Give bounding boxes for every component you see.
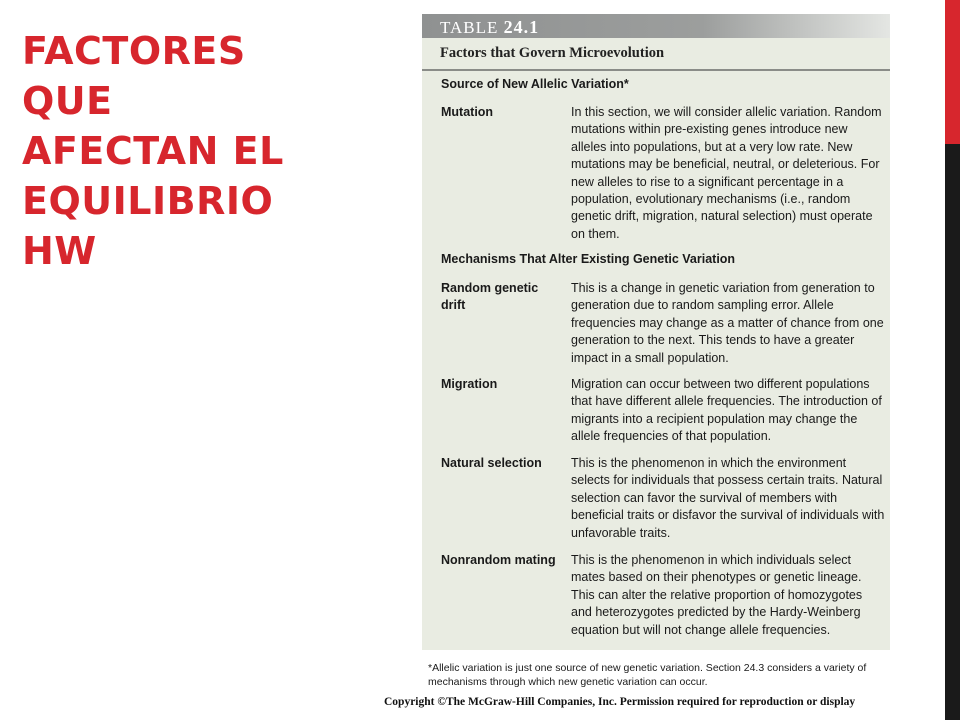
row-description: Migration can occur between two different populations that have different allele frequencies. The introduction of migrants into a recipient population may change the allele frequencies of that population. <box>571 377 882 444</box>
divider <box>422 69 890 71</box>
row-description: This is a change in genetic variation from generation to generation due to random sampling error. Allele frequencies may change as a matter of chance from one generation to the next. This tends to have a greater impact in a small population. <box>571 281 884 365</box>
slide-title-line: FACTORES <box>22 29 246 73</box>
slide-title-line: QUE <box>22 79 113 123</box>
row-description: This is the phenomenon in which the environment selects for individuals that possess certain traits. Natural selection can favor the survival of members with beneficial traits or disfavor the survival of individuals with unfavorable traits. <box>571 456 885 540</box>
table-footnote: *Allelic variation is just one source of new genetic variation. Section 24.3 considers a variety of mechanisms through which new genetic variation can occur. <box>428 662 867 688</box>
row-description: This is the phenomenon in which individuals select mates based on their phenotypes or genetic lineage. This can alter the relative proportion of homozygotes and heterozygotes predicted by the Hardy-Weinberg equation but will not change allele frequencies. <box>571 553 863 637</box>
slide-title-line: EQUILIBRIO <box>22 179 274 223</box>
section-heading: Source of New Allelic Variation* <box>441 77 629 91</box>
table-label: TABLE <box>440 18 499 37</box>
section-heading: Mechanisms That Alter Existing Genetic Variation <box>441 252 736 266</box>
table-number-value: 24.1 <box>503 17 540 37</box>
row-term: Mutation <box>441 105 494 119</box>
row-term: Nonrandom mating <box>441 553 556 567</box>
table-header-band <box>422 14 890 38</box>
row-term: Natural selection <box>441 456 542 470</box>
row-term: Migration <box>441 377 498 391</box>
slide-title-line: AFECTAN EL <box>22 129 284 173</box>
copyright-notice: Copyright ©The McGraw-Hill Companies, Inc. Permission required for reproduction or display <box>384 696 856 708</box>
slide-title-line: HW <box>22 229 97 273</box>
side-accent-bar-red <box>945 0 960 144</box>
table-number <box>440 17 539 38</box>
table-title: Factors that Govern Microevolution <box>440 45 665 61</box>
table-figure <box>422 14 890 650</box>
row-term: Random genetic drift <box>441 281 539 313</box>
slide-title <box>22 26 402 276</box>
row-description: In this section, we will consider allelic variation. Random mutations within pre-existing genes introduce new alleles into populations, but at a very low rate. New mutations may be beneficial, neutral, or deleterious. For new alleles to rise to a significant percentage in a population, evolutionary mechanisms (i.e., random genetic drift, migration, natural selection) must operate on them. <box>571 105 882 241</box>
